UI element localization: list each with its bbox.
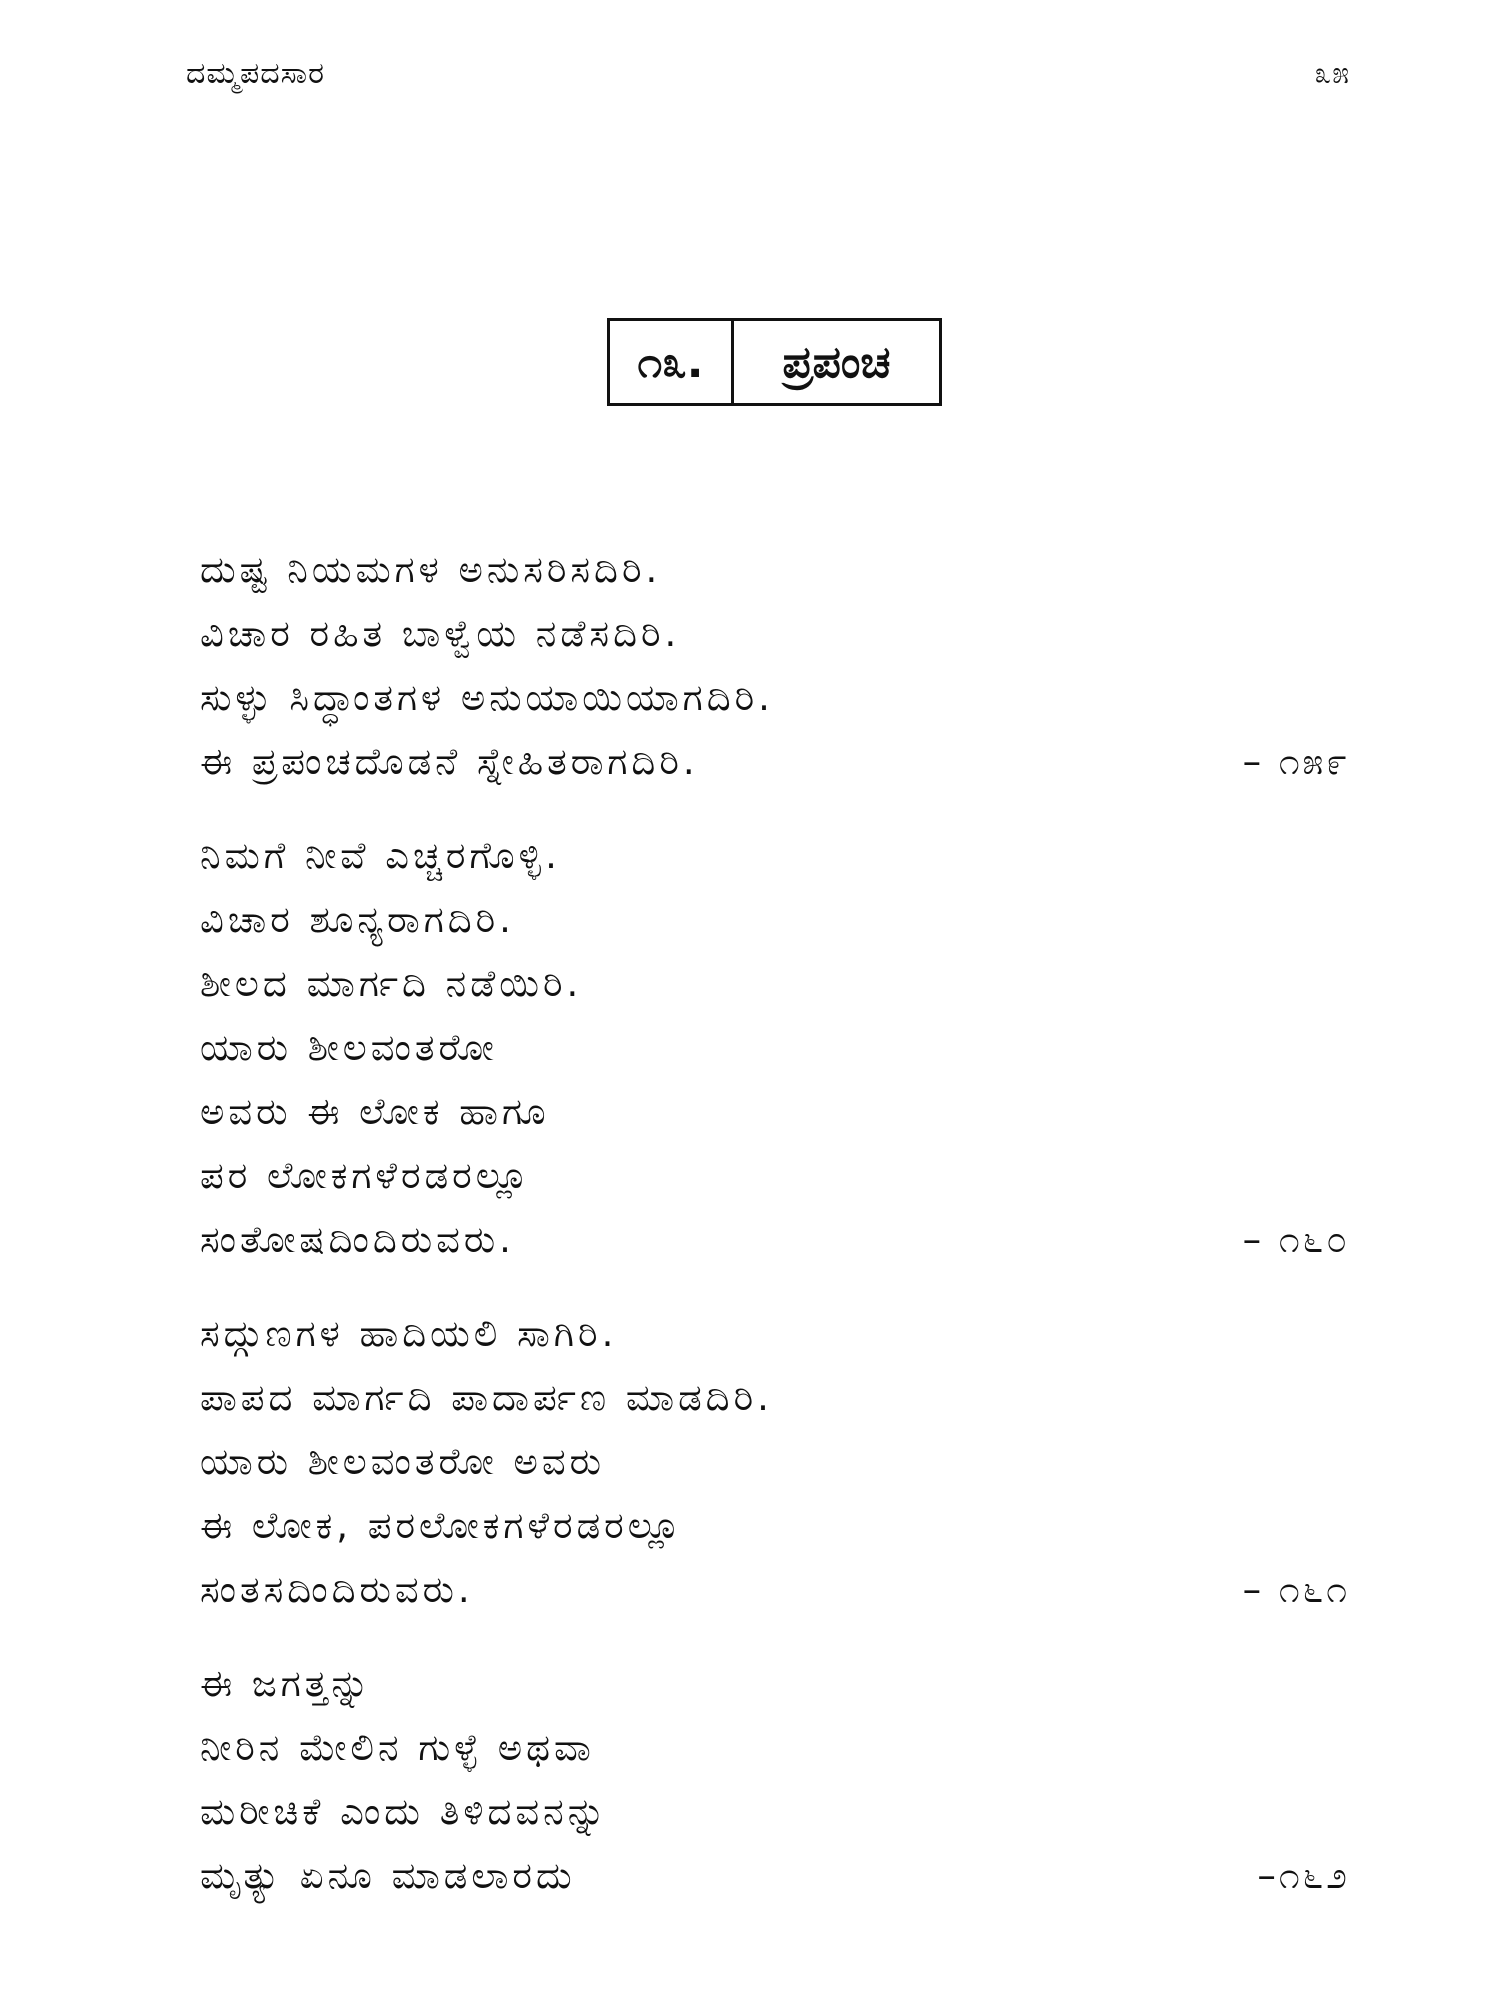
verse-160 <box>200 824 1350 1272</box>
verse-line: ಯಾರು ಶೀಲವಂತರೋ <box>200 1026 498 1069</box>
verse-line: ಈ ಜಗತ್ತನ್ನು <box>200 1662 373 1705</box>
verse-number: – ೧೫೯ <box>1242 740 1350 783</box>
verse-line: ಯಾರು ಶೀಲವಂತರೋ ಅವರು <box>200 1440 606 1483</box>
page-number: ೩೫ <box>1314 56 1350 91</box>
verse-line: ಮೃತ್ಯು ಏನೂ ಮಾಡಲಾರದು –೧೬೨ <box>200 1844 1350 1908</box>
verse-line: ಸುಳ್ಳು ಸಿದ್ಧಾಂತಗಳ ಅನುಯಾಯಿಯಾಗದಿರಿ. <box>200 676 774 719</box>
verse-line: ಶೀಲದ ಮಾರ್ಗದಿ ನಡೆಯಿರಿ. <box>200 962 583 1005</box>
verse-line: ಪಾಪದ ಮಾರ್ಗದಿ ಪಾದಾರ್ಪಣ ಮಾಡದಿರಿ. <box>200 1376 773 1419</box>
chapter-title: ಪ್ರಪಂಚ <box>782 336 891 388</box>
verse-number: – ೧೬೧ <box>1242 1568 1350 1611</box>
verse-line: ಸದ್ಗುಣಗಳ ಹಾದಿಯಲಿ ಸಾಗಿರಿ. <box>200 1312 618 1355</box>
verse-line: ವಿಚಾರ ಶೂನ್ಯರಾಗದಿರಿ. <box>200 898 515 941</box>
verses-container <box>200 538 1350 1938</box>
verse-line: ಅವರು ಈ ಲೋಕ ಹಾಗೂ <box>200 1090 550 1133</box>
chapter-number: ೧೩. <box>610 321 734 403</box>
verse-line: ಈ ಲೋಕ, ಪರಲೋಕಗಳೆರಡರಲ್ಲೂ <box>200 1504 684 1547</box>
verse-159 <box>200 538 1350 794</box>
verse-line: ದುಷ್ಟ ನಿಯಮಗಳ ಅನುಸರಿಸದಿರಿ. <box>200 548 662 591</box>
verse-line: ನೀರಿನ ಮೇಲಿನ ಗುಳ್ಳೆ ಅಥವಾ <box>200 1726 595 1769</box>
verse-161 <box>200 1302 1350 1622</box>
verse-162 <box>200 1652 1350 1908</box>
verse-line: ಈ ಪ್ರಪಂಚದೊಡನೆ ಸ್ನೇಹಿತರಾಗದಿರಿ. – ೧೫೯ <box>200 730 1350 794</box>
verse-line: ಸಂತೋಷದಿಂದಿರುವರು. – ೧೬೦ <box>200 1208 1350 1272</box>
verse-line: ವಿಚಾರ ರಹಿತ ಬಾಳ್ವೆಯ ನಡೆಸದಿರಿ. <box>200 612 681 655</box>
verse-number: – ೧೬೦ <box>1242 1218 1350 1261</box>
verse-line: ನಿಮಗೆ ನೀವೆ ಎಚ್ಚರಗೊಳ್ಳಿ. <box>200 834 561 877</box>
verse-number: –೧೬೨ <box>1257 1854 1350 1897</box>
verse-line: ಮರೀಚಿಕೆ ಎಂದು ತಿಳಿದವನನ್ನು <box>200 1790 610 1833</box>
running-title: ದಮ್ಮಪದಸಾರ <box>186 56 325 91</box>
verse-line: ಸಂತಸದಿಂದಿರುವರು. – ೧೬೧ <box>200 1558 1350 1622</box>
chapter-heading-box <box>607 318 942 406</box>
verse-line: ಪರ ಲೋಕಗಳೆರಡರಲ್ಲೂ <box>200 1154 532 1197</box>
